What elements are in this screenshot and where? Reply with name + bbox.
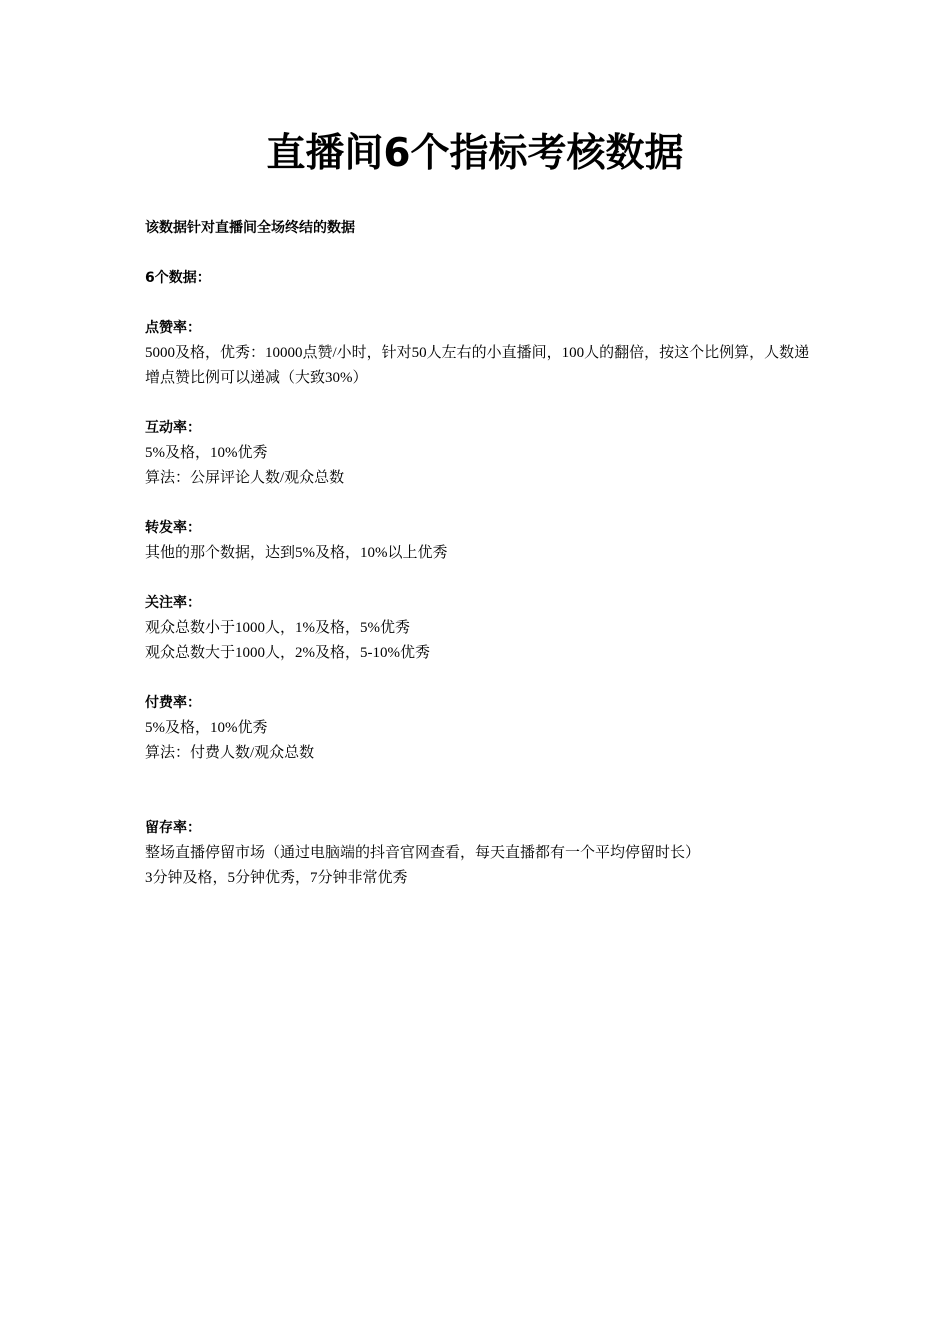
spacer [145, 491, 810, 516]
section-heading: 转发率： [145, 520, 201, 536]
section-heading: 留存率： [145, 820, 201, 836]
section-line: 5000及格，优秀：10000点赞/小时，针对50人左右的小直播间，100人的翻倍，按这个比例算，人数递增点赞比例可以递减（大致30%） [145, 345, 810, 386]
section-heading: 互动率： [145, 420, 201, 436]
section-line: 算法：公屏评论人数/观众总数 [145, 470, 345, 486]
section-line: 算法：付费人数/观众总数 [145, 745, 315, 761]
section-forward [145, 516, 810, 566]
spacer [145, 566, 810, 591]
section-heading: 关注率： [145, 595, 201, 611]
section-likes [145, 316, 810, 391]
section-interaction [145, 416, 810, 491]
section-line: 其他的那个数据，达到5%及格，10%以上优秀 [145, 545, 448, 561]
section-line: 观众总数大于1000人，2%及格，5-10%优秀 [145, 645, 430, 661]
count-heading: 6个数据： [145, 270, 211, 286]
section-heading: 点赞率： [145, 320, 201, 336]
section-line: 3分钟及格，5分钟优秀，7分钟非常优秀 [145, 870, 408, 886]
section-line: 5%及格，10%优秀 [145, 445, 268, 461]
spacer [145, 241, 810, 266]
intro-text: 该数据针对直播间全场终结的数据 [145, 220, 355, 236]
section-line: 5%及格，10%优秀 [145, 720, 268, 736]
section-heading: 付费率： [145, 695, 201, 711]
page-title: 直播间6个指标考核数据 [266, 131, 684, 176]
spacer [145, 666, 810, 691]
section-line: 观众总数小于1000人，1%及格，5%优秀 [145, 620, 410, 636]
section-retention [145, 816, 810, 891]
document-body [145, 216, 810, 891]
spacer [145, 766, 810, 816]
section-follow [145, 591, 810, 666]
section-payment [145, 691, 810, 766]
spacer [145, 391, 810, 416]
spacer [145, 291, 810, 316]
section-line: 整场直播停留市场（通过电脑端的抖音官网查看，每天直播都有一个平均停留时长） [145, 845, 701, 861]
